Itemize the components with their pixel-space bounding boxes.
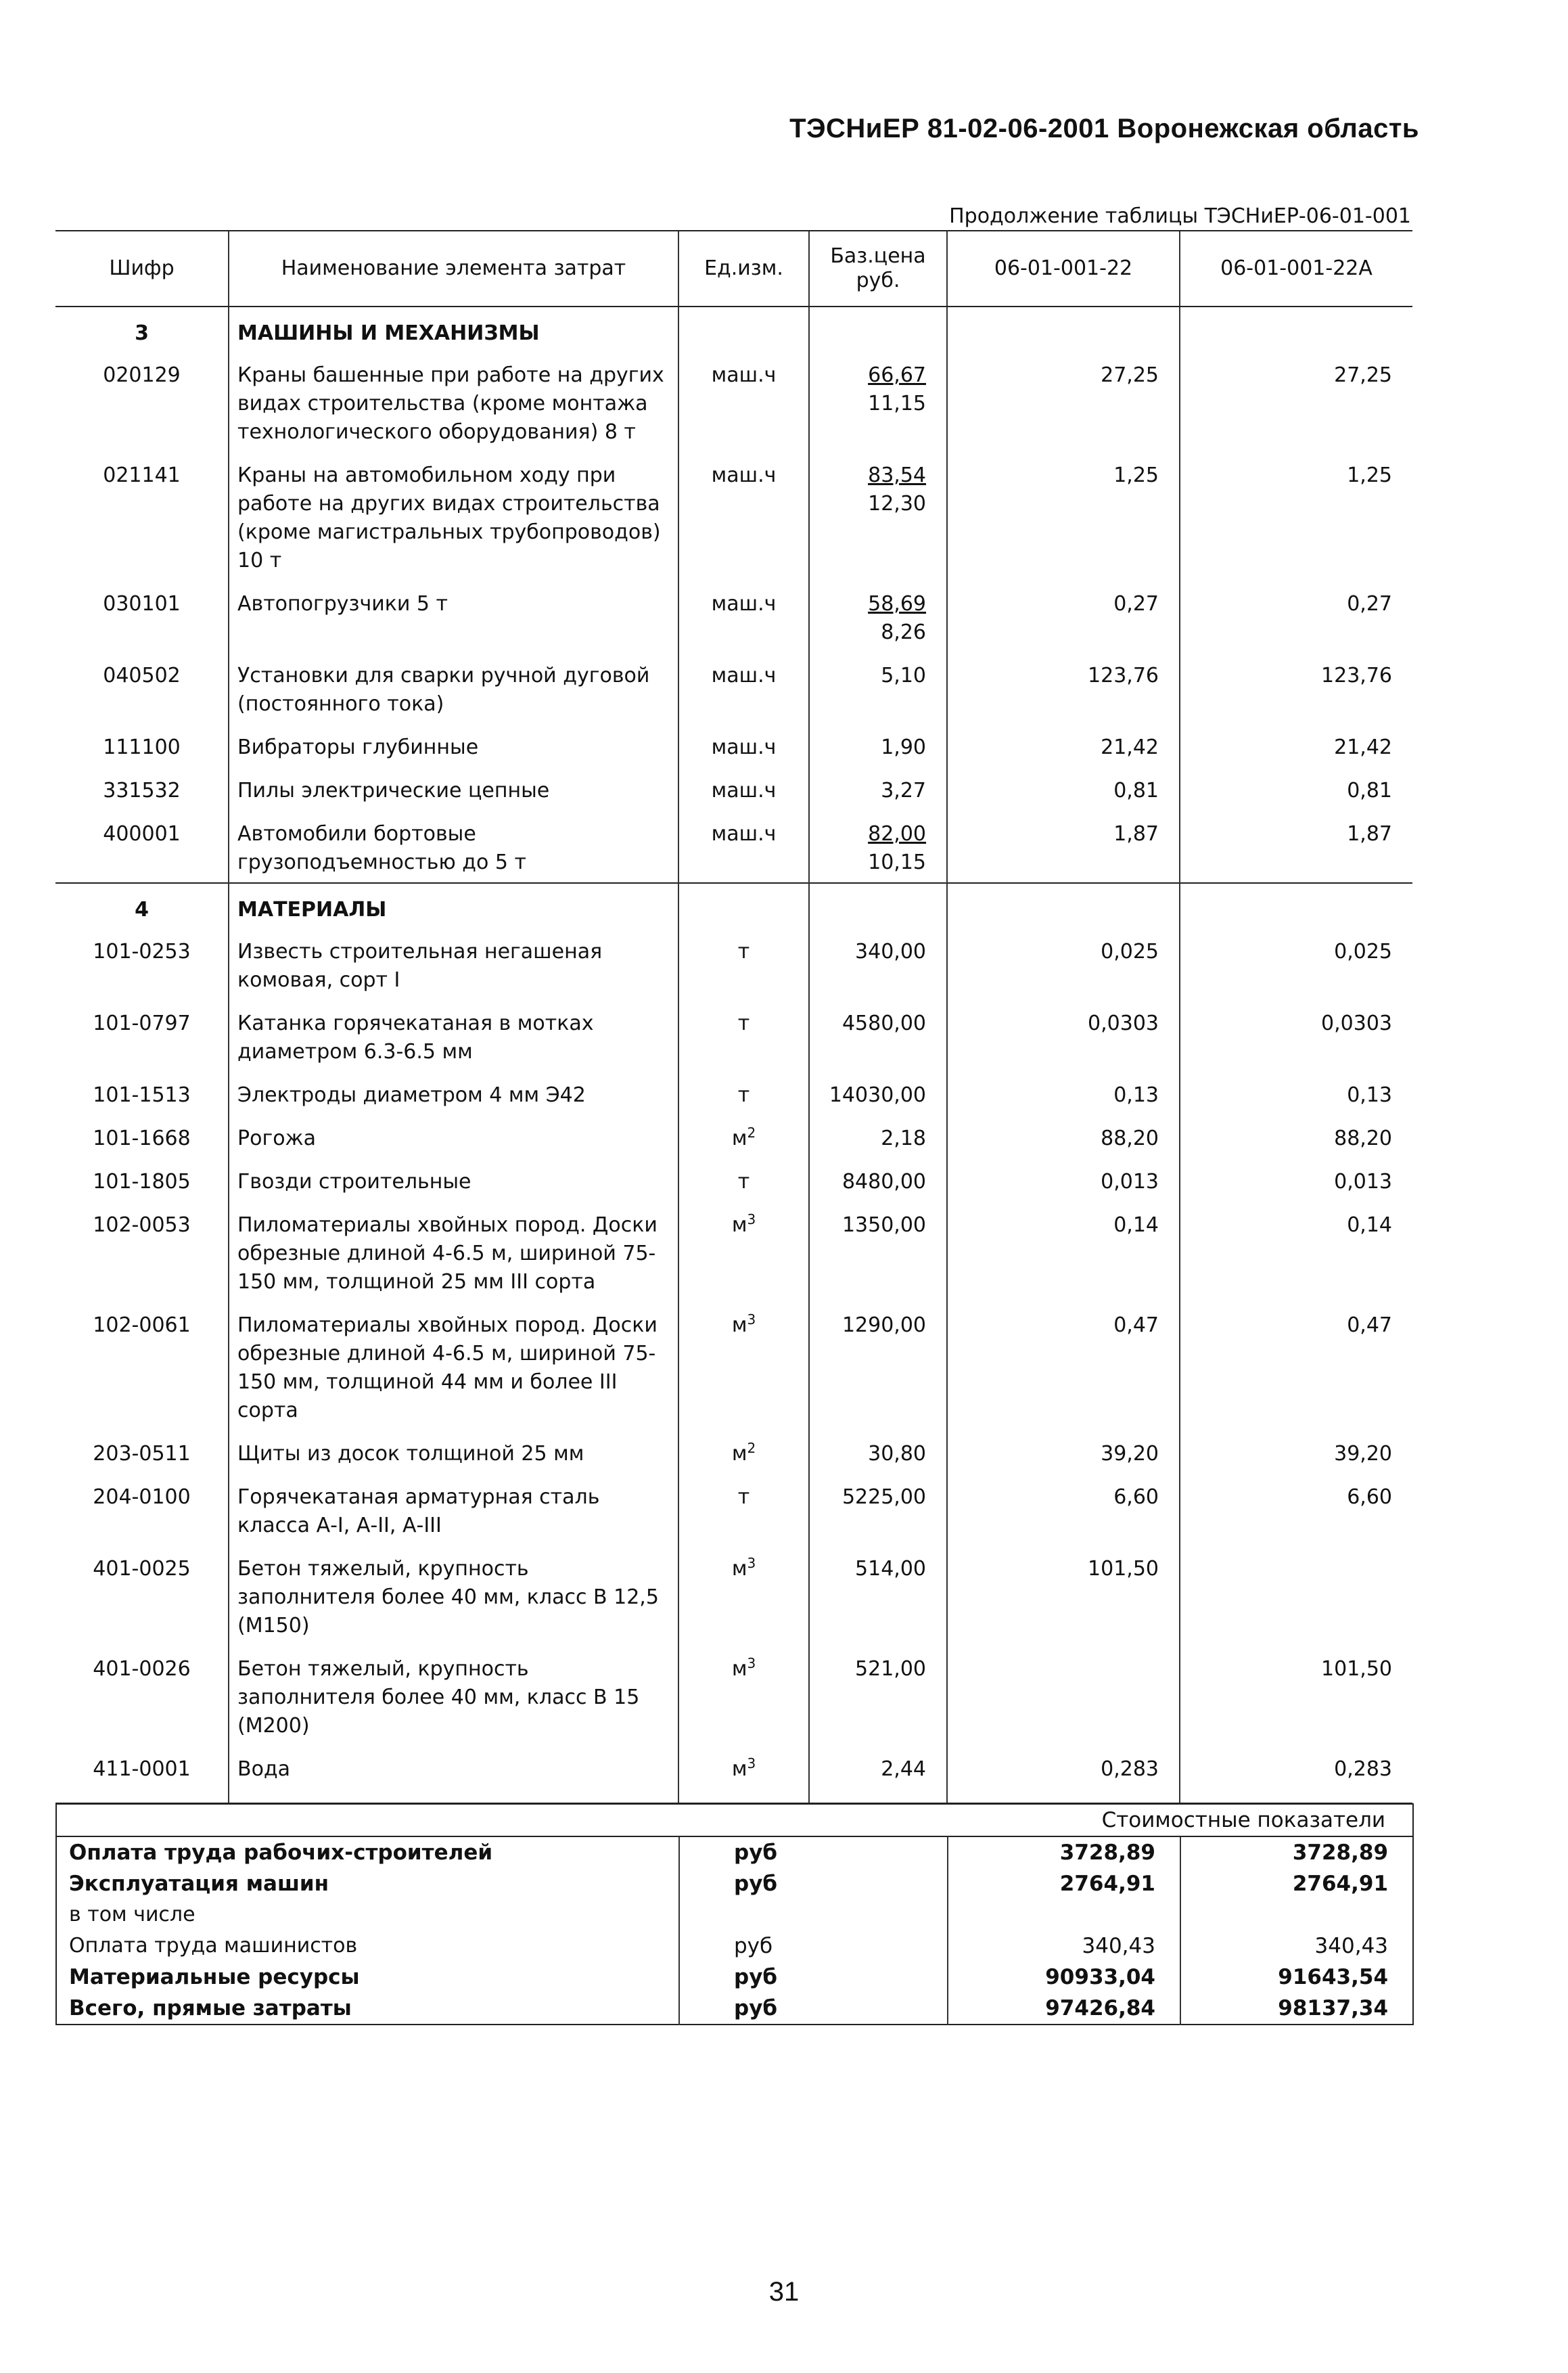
unit-exponent: 3 [747, 1555, 756, 1571]
norm-22a-value [1180, 1545, 1412, 1646]
summary-label: в том числе [69, 1903, 195, 1926]
summary-row [56, 1930, 1413, 1962]
norm-22a-value: 1,87 [1180, 811, 1412, 883]
resource-unit [678, 1746, 809, 1789]
base-price-value: 514,00 [855, 1557, 926, 1581]
summary-caption-row [56, 1804, 1413, 1836]
resource-name: Вибраторы глубинные [229, 724, 678, 767]
unit-text: т [737, 940, 750, 964]
resource-unit [678, 1430, 809, 1474]
resource-name: Катанка горячекатаная в мотках диаметром 6.3-6.5 мм [229, 1000, 678, 1072]
norm-22a-value: 88,20 [1180, 1115, 1412, 1158]
norm-22-value: 0,27 [947, 581, 1180, 652]
base-price [809, 1474, 947, 1545]
spacer-cell [678, 1789, 809, 1803]
section-title: МАШИНЫ И МЕХАНИЗМЫ [229, 307, 678, 352]
resource-unit [678, 1000, 809, 1072]
summary-norm-22: 2764,91 [948, 1868, 1180, 1899]
base-price [809, 1545, 947, 1646]
norm-22a-value: 0,47 [1180, 1302, 1412, 1430]
base-price [809, 352, 947, 452]
table-continuation-caption: Продолжение таблицы ТЭСНиЕР-06-01-001 [949, 204, 1411, 228]
resource-code: 101-1805 [93, 1170, 191, 1194]
base-price-operator-wage: 10,15 [868, 851, 926, 874]
section-header-row [55, 883, 1412, 928]
resource-unit [678, 1202, 809, 1302]
summary-unit: руб [679, 1962, 948, 1993]
norm-22a-value: 0,27 [1180, 581, 1412, 652]
resource-code: 102-0053 [93, 1213, 191, 1237]
spacer-cell [809, 1789, 947, 1803]
base-price [809, 581, 947, 652]
norm-22a-value: 101,50 [1180, 1646, 1412, 1746]
summary-label: Материальные ресурсы [69, 1965, 360, 1989]
summary-norm-22a: 2764,91 [1180, 1868, 1413, 1899]
summary-row [56, 1899, 1413, 1930]
resource-unit [678, 652, 809, 724]
summary-norm-22a [1180, 1899, 1413, 1930]
norm-22a-value: 0,14 [1180, 1202, 1412, 1302]
resource-name: Бетон тяжелый, крупность заполнителя более 40 мм, класс В 15 (М200) [229, 1646, 678, 1746]
norm-22-value: 123,76 [947, 652, 1180, 724]
base-price-value: 58,69 [868, 592, 926, 616]
base-price [809, 767, 947, 811]
base-price [809, 1302, 947, 1430]
base-price-value: 66,67 [868, 363, 926, 387]
norm-22a-value: 0,0303 [1180, 1000, 1412, 1072]
resource-name: Горячекатаная арматурная сталь класса А-I, А-II, А-III [229, 1474, 678, 1545]
norm-22-value: 0,013 [947, 1158, 1180, 1202]
norm-22a-value: 123,76 [1180, 652, 1412, 724]
base-price-value: 8480,00 [841, 1170, 926, 1194]
resource-name: Бетон тяжелый, крупность заполнителя более 40 мм, класс В 12,5 (М150) [229, 1545, 678, 1646]
summary-norm-22a: 91643,54 [1180, 1962, 1413, 1993]
document-header: ТЭСНиЕР 81-02-06-2001 Воронежская область [789, 114, 1419, 143]
base-price-value: 1350,00 [841, 1213, 926, 1237]
norm-22a-value: 21,42 [1180, 724, 1412, 767]
table-row [55, 1072, 1412, 1115]
resource-name: Краны башенные при работе на других видах строительства (кроме монтажа технологического оборудования) 8 т [229, 352, 678, 452]
summary-norm-22: 90933,04 [948, 1962, 1180, 1993]
section-header-row [55, 307, 1412, 352]
summary-norm-22: 97426,84 [948, 1993, 1180, 2025]
unit-text: м [731, 1657, 747, 1681]
base-price-value: 2,44 [881, 1757, 926, 1781]
summary-label: Эксплуатация машин [69, 1872, 329, 1896]
resource-unit [678, 767, 809, 811]
base-price [809, 1158, 947, 1202]
summary-norm-22a: 3728,89 [1180, 1836, 1413, 1868]
norm-22-value [947, 1646, 1180, 1746]
base-price [809, 724, 947, 767]
resource-unit [678, 452, 809, 581]
resource-code: 040502 [103, 664, 181, 687]
norm-22-value: 39,20 [947, 1430, 1180, 1474]
unit-text: м [731, 1127, 747, 1150]
resource-unit [678, 928, 809, 1000]
base-price [809, 452, 947, 581]
section-number: 4 [55, 883, 229, 928]
resource-unit [678, 724, 809, 767]
summary-norm-22 [948, 1899, 1180, 1930]
norm-22-value: 0,025 [947, 928, 1180, 1000]
norm-22-value: 0,81 [947, 767, 1180, 811]
section-empty-cell [1180, 883, 1412, 928]
unit-exponent: 2 [747, 1440, 756, 1456]
unit-text: м [731, 1213, 747, 1237]
table-row [55, 1646, 1412, 1746]
resource-name: Рогожа [229, 1115, 678, 1158]
resource-code: 203-0511 [93, 1442, 191, 1466]
section-empty-cell [809, 883, 947, 928]
base-price-value: 14030,00 [829, 1083, 926, 1107]
cost-summary-table [55, 1803, 1414, 2025]
unit-text: маш.ч [711, 779, 777, 803]
table-row [55, 1202, 1412, 1302]
unit-exponent: 2 [747, 1125, 756, 1141]
resource-name: Автомобили бортовые грузоподъемностью до 5 т [229, 811, 678, 883]
norm-22-value: 27,25 [947, 352, 1180, 452]
spacer-cell [229, 1789, 678, 1803]
base-price-operator-wage: 12,30 [868, 492, 926, 516]
resource-unit [678, 1115, 809, 1158]
summary-unit: руб [679, 1930, 948, 1962]
base-price [809, 928, 947, 1000]
norm-22-value: 0,0303 [947, 1000, 1180, 1072]
resource-name: Известь строительная негашеная комовая, сорт I [229, 928, 678, 1000]
base-price-value: 5,10 [881, 664, 926, 687]
section-empty-cell [947, 883, 1180, 928]
table-row [55, 1115, 1412, 1158]
unit-text: маш.ч [711, 736, 777, 759]
unit-text: т [737, 1170, 750, 1194]
table-row [55, 652, 1412, 724]
unit-text: м [731, 1313, 747, 1337]
summary-label: Оплата труда машинистов [69, 1934, 358, 1958]
resource-unit [678, 1158, 809, 1202]
section-empty-cell [947, 307, 1180, 352]
section-number: 3 [135, 321, 149, 345]
resource-unit [678, 1302, 809, 1430]
base-price-value: 82,00 [868, 822, 926, 846]
base-price-value: 1,90 [881, 736, 926, 759]
table-bottom-spacer [55, 1789, 1412, 1803]
column-header-unit: Ед.изм. [678, 231, 809, 307]
table-row [55, 1000, 1412, 1072]
resource-unit [678, 1072, 809, 1115]
table-row [55, 1430, 1412, 1474]
resource-code: 030101 [103, 592, 181, 616]
norm-22-value: 0,13 [947, 1072, 1180, 1115]
base-price-operator-wage: 8,26 [881, 620, 926, 644]
unit-text: маш.ч [711, 592, 777, 616]
table-row [55, 1302, 1412, 1430]
resource-table [55, 230, 1412, 1804]
norm-22-value: 0,47 [947, 1302, 1180, 1430]
resource-name: Щиты из досок толщиной 25 мм [229, 1430, 678, 1474]
section-empty-cell [809, 307, 947, 352]
norm-22-value: 101,50 [947, 1545, 1180, 1646]
section-empty-cell [1180, 307, 1412, 352]
norm-22-value: 0,14 [947, 1202, 1180, 1302]
summary-norm-22: 3728,89 [948, 1836, 1180, 1868]
section-title: МАТЕРИАЛЫ [229, 883, 678, 928]
resource-code: 111100 [103, 736, 181, 759]
summary-row [56, 1836, 1413, 1868]
norm-22a-value: 1,25 [1180, 452, 1412, 581]
unit-exponent: 3 [747, 1755, 756, 1771]
table-row [55, 724, 1412, 767]
summary-label: Всего, прямые затраты [69, 1996, 352, 2020]
resource-code: 411-0001 [93, 1757, 191, 1781]
norm-22a-value: 0,013 [1180, 1158, 1412, 1202]
norm-22a-value: 27,25 [1180, 352, 1412, 452]
summary-row [56, 1868, 1413, 1899]
table-row [55, 928, 1412, 1000]
unit-exponent: 3 [747, 1655, 756, 1671]
resource-code: 400001 [103, 822, 181, 846]
resource-code: 020129 [103, 363, 181, 387]
resource-name: Краны на автомобильном ходу при работе на других видах строительства (кроме магистральных трубопроводов) 10 т [229, 452, 678, 581]
resource-code: 101-1513 [93, 1083, 191, 1107]
summary-norm-22: 340,43 [948, 1930, 1180, 1962]
summary-row [56, 1962, 1413, 1993]
unit-text: т [737, 1485, 750, 1509]
summary-norm-22a: 98137,34 [1180, 1993, 1413, 2025]
column-header-norm-22a: 06-01-001-22А [1180, 231, 1412, 307]
resource-code: 102-0061 [93, 1313, 191, 1337]
section-empty-cell [678, 883, 809, 928]
norm-22-value: 21,42 [947, 724, 1180, 767]
summary-caption: Стоимостные показатели [56, 1804, 1413, 1836]
page-number: 31 [768, 2277, 800, 2307]
base-price [809, 1202, 947, 1302]
section-empty-cell [678, 307, 809, 352]
resource-code: 101-0797 [93, 1012, 191, 1035]
unit-exponent: 3 [747, 1311, 756, 1328]
resource-unit [678, 581, 809, 652]
resource-unit [678, 1646, 809, 1746]
table-row [55, 1474, 1412, 1545]
base-price-value: 2,18 [881, 1127, 926, 1150]
column-header-base-price: Баз.цена руб. [809, 231, 947, 307]
summary-row [56, 1993, 1413, 2025]
norm-22-value: 1,25 [947, 452, 1180, 581]
resource-unit [678, 1545, 809, 1646]
unit-text: маш.ч [711, 363, 777, 387]
column-header-code: Шифр [55, 231, 229, 307]
resource-unit [678, 811, 809, 883]
unit-text: маш.ч [711, 464, 777, 487]
resource-name: Пиломатериалы хвойных пород. Доски обрезные длиной 4-6.5 м, шириной 75-150 мм, толщиной 44 мм и более III сорта [229, 1302, 678, 1430]
base-price-value: 4580,00 [841, 1012, 926, 1035]
norm-22a-value: 0,81 [1180, 767, 1412, 811]
resource-name: Вода [229, 1746, 678, 1789]
resource-name: Установки для сварки ручной дуговой (постоянного тока) [229, 652, 678, 724]
base-price-operator-wage: 11,15 [868, 392, 926, 415]
spacer-cell [55, 1789, 229, 1803]
unit-text: т [737, 1012, 750, 1035]
resource-code: 401-0025 [93, 1557, 191, 1581]
base-price [809, 1115, 947, 1158]
norm-22-value: 6,60 [947, 1474, 1180, 1545]
column-header-name: Наименование элемента затрат [229, 231, 678, 307]
resource-unit [678, 1474, 809, 1545]
base-price [809, 1000, 947, 1072]
base-price [809, 1072, 947, 1115]
resource-name: Пилы электрические цепные [229, 767, 678, 811]
resource-code: 331532 [103, 779, 181, 803]
table-row [55, 1545, 1412, 1646]
unit-text: м [731, 1757, 747, 1781]
norm-22a-value: 0,283 [1180, 1746, 1412, 1789]
table-row [55, 1746, 1412, 1789]
norm-22-value: 1,87 [947, 811, 1180, 883]
summary-unit: руб [679, 1868, 948, 1899]
base-price-value: 3,27 [881, 779, 926, 803]
norm-22a-value: 6,60 [1180, 1474, 1412, 1545]
summary-unit [679, 1899, 948, 1930]
table-row [55, 452, 1412, 581]
base-price-value: 5225,00 [841, 1485, 926, 1509]
resource-name: Автопогрузчики 5 т [229, 581, 678, 652]
unit-text: маш.ч [711, 664, 777, 687]
column-header-norm-22: 06-01-001-22 [947, 231, 1180, 307]
resource-code: 204-0100 [93, 1485, 191, 1509]
summary-unit: руб [679, 1993, 948, 2025]
resource-code: 021141 [103, 464, 181, 487]
base-price-value: 83,54 [868, 464, 926, 487]
unit-text: м [731, 1557, 747, 1581]
base-price-value: 521,00 [855, 1657, 926, 1681]
norm-22a-value: 0,025 [1180, 928, 1412, 1000]
norm-22-value: 0,283 [947, 1746, 1180, 1789]
resource-name: Электроды диаметром 4 мм Э42 [229, 1072, 678, 1115]
summary-unit: руб [679, 1836, 948, 1868]
resource-name: Пиломатериалы хвойных пород. Доски обрезные длиной 4-6.5 м, шириной 75-150 мм, толщиной 25 мм III сорта [229, 1202, 678, 1302]
unit-text: маш.ч [711, 822, 777, 846]
base-price-value: 340,00 [855, 940, 926, 964]
norm-22a-value: 0,13 [1180, 1072, 1412, 1115]
table-row [55, 767, 1412, 811]
base-price-value: 1290,00 [841, 1313, 926, 1337]
base-price [809, 1646, 947, 1746]
table-header-row [55, 231, 1412, 307]
cost-summary-body [56, 1804, 1413, 2025]
base-price [809, 1430, 947, 1474]
norm-22a-value: 39,20 [1180, 1430, 1412, 1474]
unit-exponent: 3 [747, 1211, 756, 1227]
base-price [809, 652, 947, 724]
resource-code: 101-0253 [93, 940, 191, 964]
table-row [55, 581, 1412, 652]
unit-text: т [737, 1083, 750, 1107]
summary-label: Оплата труда рабочих-строителей [69, 1840, 493, 1865]
resource-code: 101-1668 [93, 1127, 191, 1150]
base-price [809, 1746, 947, 1789]
base-price [809, 811, 947, 883]
resource-unit [678, 352, 809, 452]
resource-name: Гвозди строительные [229, 1158, 678, 1202]
table-body [55, 307, 1412, 1803]
unit-text: м [731, 1442, 747, 1466]
base-price-value: 30,80 [868, 1442, 926, 1466]
table-row [55, 811, 1412, 883]
spacer-cell [1180, 1789, 1412, 1803]
norm-22-value: 88,20 [947, 1115, 1180, 1158]
table-row [55, 1158, 1412, 1202]
summary-norm-22a: 340,43 [1180, 1930, 1413, 1962]
resource-code: 401-0026 [93, 1657, 191, 1681]
spacer-cell [947, 1789, 1180, 1803]
table-row [55, 352, 1412, 452]
